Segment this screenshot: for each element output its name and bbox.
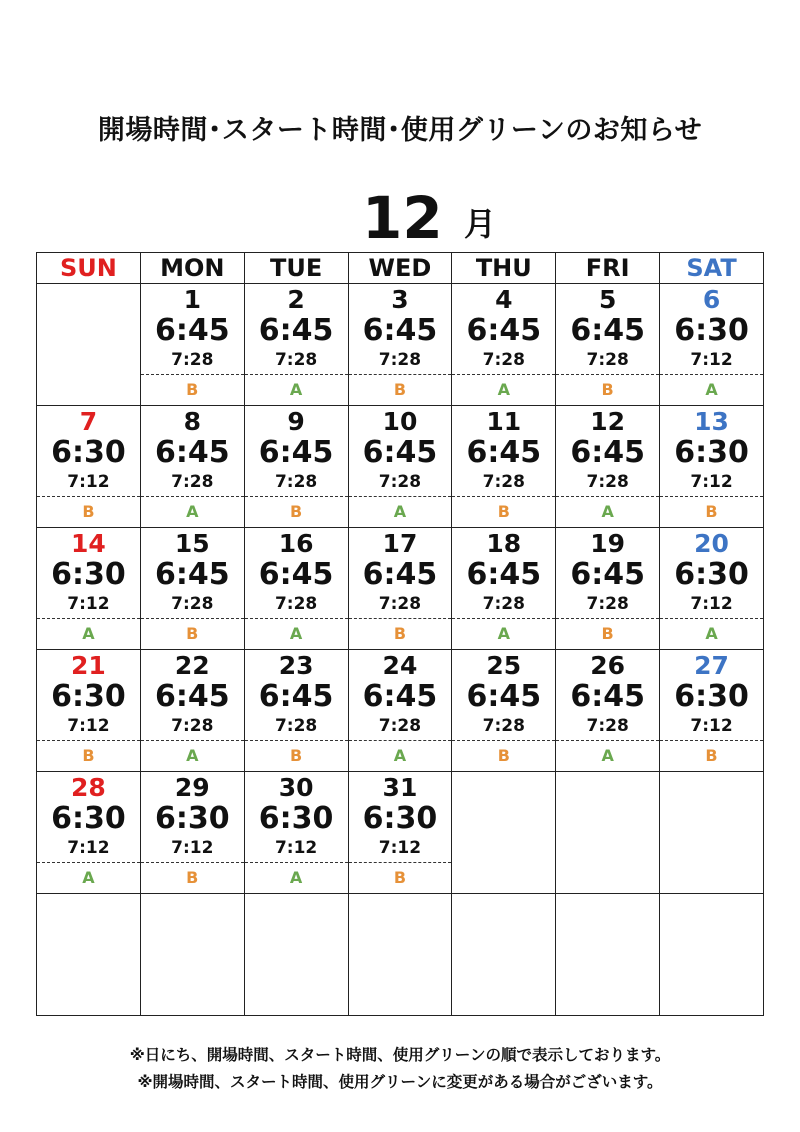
day-cell xyxy=(37,772,141,894)
empty-day-cell xyxy=(452,894,556,1016)
dashed-divider xyxy=(245,374,348,375)
week-row xyxy=(37,772,764,894)
day-cell xyxy=(348,772,452,894)
day-cell xyxy=(37,650,141,772)
day-number: 17 xyxy=(382,529,418,558)
day-cell xyxy=(140,406,244,528)
dashed-divider xyxy=(349,496,452,497)
day-cell xyxy=(452,650,556,772)
page-title: 開場時間･スタート時間･使用グリーンのお知らせ xyxy=(97,115,703,146)
start-time: 7:28 xyxy=(171,350,214,370)
green-course: B xyxy=(82,502,95,521)
opening-time: 6:30 xyxy=(362,801,438,836)
opening-time: 6:45 xyxy=(362,679,438,714)
day-cell-content xyxy=(452,528,555,649)
green-course: A xyxy=(289,624,303,643)
day-cell-content xyxy=(660,406,763,527)
weekday-wed: WED xyxy=(348,253,452,284)
dashed-divider xyxy=(660,374,763,375)
day-cell-content xyxy=(556,284,659,405)
day-cell xyxy=(452,284,556,406)
month-unit: 月 xyxy=(464,205,497,243)
dashed-divider xyxy=(37,862,140,863)
green-course: B xyxy=(82,746,95,765)
day-number: 20 xyxy=(694,529,729,558)
start-time: 7:28 xyxy=(171,716,214,736)
opening-time: 6:30 xyxy=(674,557,749,592)
day-cell-content xyxy=(556,528,659,649)
day-number: 15 xyxy=(174,529,210,558)
weekday-header-row xyxy=(37,253,764,284)
day-cell xyxy=(452,406,556,528)
calendar-grid xyxy=(36,252,764,1016)
opening-time: 6:45 xyxy=(362,313,438,348)
dashed-divider xyxy=(452,496,555,497)
day-cell-content xyxy=(349,528,452,649)
day-cell xyxy=(348,284,452,406)
green-course: B xyxy=(186,380,199,399)
day-cell xyxy=(556,284,660,406)
day-cell-content xyxy=(141,528,244,649)
day-cell xyxy=(348,528,452,650)
empty-day-cell xyxy=(140,894,244,1016)
day-number: 22 xyxy=(174,651,210,680)
green-course: A xyxy=(601,746,614,765)
day-number: 31 xyxy=(382,773,418,802)
green-course: A xyxy=(393,502,407,521)
start-time: 7:28 xyxy=(586,472,629,492)
day-cell xyxy=(660,284,764,406)
green-course: B xyxy=(497,746,510,765)
day-cell xyxy=(140,528,244,650)
dashed-divider xyxy=(556,618,659,619)
empty-cell-content xyxy=(660,772,763,893)
day-cell xyxy=(556,650,660,772)
day-number: 6 xyxy=(702,285,721,314)
day-cell-content xyxy=(37,528,140,649)
day-cell-content xyxy=(141,284,244,405)
day-cell-content xyxy=(245,772,348,893)
start-time: 7:28 xyxy=(378,472,422,492)
day-cell xyxy=(244,528,348,650)
opening-time: 6:45 xyxy=(362,435,438,470)
green-course: B xyxy=(705,746,718,765)
weekday-mon: MON xyxy=(140,253,244,284)
start-time: 7:12 xyxy=(67,472,110,492)
empty-day-cell xyxy=(37,894,141,1016)
opening-time: 6:30 xyxy=(674,679,749,714)
start-time: 7:12 xyxy=(171,838,214,858)
day-cell-content xyxy=(245,406,348,527)
week-row xyxy=(37,406,764,528)
dashed-divider xyxy=(452,374,555,375)
start-time: 7:28 xyxy=(586,594,629,614)
empty-week-row xyxy=(37,894,764,1016)
opening-time: 6:45 xyxy=(258,557,334,592)
start-time: 7:28 xyxy=(274,716,318,736)
green-course: A xyxy=(186,502,199,521)
day-cell-content xyxy=(349,406,452,527)
green-course: A xyxy=(82,868,95,887)
dashed-divider xyxy=(556,740,659,741)
day-number: 7 xyxy=(79,407,98,436)
day-cell xyxy=(37,528,141,650)
green-course: B xyxy=(601,380,614,399)
start-time: 7:12 xyxy=(67,838,110,858)
green-course: A xyxy=(82,624,95,643)
start-time: 7:28 xyxy=(378,716,422,736)
day-cell-content xyxy=(660,650,763,771)
green-course: B xyxy=(705,502,718,521)
green-course: A xyxy=(186,746,199,765)
empty-day-cell xyxy=(660,772,764,894)
dashed-divider xyxy=(37,618,140,619)
empty-day-cell xyxy=(556,894,660,1016)
week-row xyxy=(37,650,764,772)
opening-time: 6:45 xyxy=(466,679,542,714)
opening-time: 6:45 xyxy=(154,313,230,348)
empty-day-cell xyxy=(660,894,764,1016)
week-row xyxy=(37,528,764,650)
start-time: 7:12 xyxy=(274,838,318,858)
opening-time: 6:30 xyxy=(154,801,230,836)
opening-time: 6:45 xyxy=(466,435,542,470)
day-cell-content xyxy=(245,284,348,405)
dashed-divider xyxy=(37,496,140,497)
dashed-divider xyxy=(349,740,452,741)
start-time: 7:28 xyxy=(482,716,525,736)
day-cell-content xyxy=(141,772,244,893)
green-course: B xyxy=(186,868,199,887)
weekday-fri: FRI xyxy=(556,253,660,284)
green-course: B xyxy=(497,502,510,521)
day-cell xyxy=(37,406,141,528)
start-time: 7:28 xyxy=(274,472,318,492)
dashed-divider xyxy=(141,374,244,375)
day-number: 8 xyxy=(183,407,201,436)
start-time: 7:12 xyxy=(690,472,733,492)
start-time: 7:28 xyxy=(482,594,525,614)
green-course: A xyxy=(393,746,407,765)
green-course: A xyxy=(289,380,303,399)
dashed-divider xyxy=(556,374,659,375)
day-cell-content xyxy=(141,650,244,771)
dashed-divider xyxy=(37,740,140,741)
opening-time: 6:45 xyxy=(570,435,645,470)
day-cell-content xyxy=(37,772,140,893)
day-number: 30 xyxy=(278,773,314,802)
dashed-divider xyxy=(349,618,452,619)
day-number: 25 xyxy=(486,651,522,680)
opening-time: 6:45 xyxy=(154,557,230,592)
dashed-divider xyxy=(452,618,555,619)
day-cell xyxy=(660,528,764,650)
day-cell xyxy=(244,284,348,406)
footnote-line: ※日にち、開場時間、スタート時間、使用グリーンの順で表示しております。 xyxy=(129,1046,671,1064)
opening-time: 6:45 xyxy=(362,557,438,592)
green-course: A xyxy=(705,624,718,643)
weekday-thu: THU xyxy=(452,253,556,284)
dashed-divider xyxy=(245,496,348,497)
day-number: 2 xyxy=(287,285,305,314)
dashed-divider xyxy=(141,740,244,741)
day-number: 10 xyxy=(382,407,418,436)
day-cell xyxy=(244,772,348,894)
day-cell-content xyxy=(37,406,140,527)
green-course: B xyxy=(186,624,199,643)
day-number: 5 xyxy=(598,285,617,314)
green-course: B xyxy=(290,502,303,521)
start-time: 7:12 xyxy=(378,838,422,858)
opening-time: 6:30 xyxy=(51,435,126,470)
day-cell xyxy=(140,772,244,894)
day-cell xyxy=(452,528,556,650)
day-cell-content xyxy=(349,284,452,405)
day-number: 9 xyxy=(287,407,305,436)
dashed-divider xyxy=(141,862,244,863)
opening-time: 6:45 xyxy=(570,679,645,714)
start-time: 7:28 xyxy=(378,350,422,370)
empty-day-cell xyxy=(244,894,348,1016)
day-number: 1 xyxy=(183,285,201,314)
day-cell xyxy=(140,284,244,406)
day-cell-content xyxy=(245,650,348,771)
footnotes xyxy=(0,1042,800,1096)
dashed-divider xyxy=(660,496,763,497)
day-cell-content xyxy=(141,406,244,527)
day-cell-content xyxy=(37,650,140,771)
opening-time: 6:45 xyxy=(570,557,645,592)
month-number: 12 xyxy=(362,184,443,252)
weekday-tue: TUE xyxy=(244,253,348,284)
day-number: 29 xyxy=(174,773,210,802)
day-cell-content xyxy=(556,406,659,527)
start-time: 7:12 xyxy=(690,350,733,370)
day-cell xyxy=(244,650,348,772)
green-course: A xyxy=(497,380,510,399)
empty-cell-content xyxy=(556,772,659,893)
start-time: 7:28 xyxy=(274,594,318,614)
weekday-sat: SAT xyxy=(660,253,764,284)
empty-day-cell xyxy=(348,894,452,1016)
green-course: B xyxy=(393,624,407,643)
weekday-sun: SUN xyxy=(37,253,141,284)
green-course: B xyxy=(393,868,407,887)
day-cell-content xyxy=(452,284,555,405)
opening-time: 6:45 xyxy=(570,313,645,348)
dashed-divider xyxy=(660,740,763,741)
day-cell xyxy=(348,650,452,772)
dashed-divider xyxy=(141,496,244,497)
start-time: 7:28 xyxy=(274,350,318,370)
day-cell xyxy=(556,528,660,650)
empty-cell-content xyxy=(37,284,140,405)
day-cell-content xyxy=(660,284,763,405)
day-cell-content xyxy=(245,528,348,649)
day-number: 24 xyxy=(382,651,418,680)
dashed-divider xyxy=(556,496,659,497)
day-cell-content xyxy=(452,406,555,527)
green-course: B xyxy=(393,380,407,399)
dashed-divider xyxy=(452,740,555,741)
opening-time: 6:30 xyxy=(51,557,126,592)
day-cell-content xyxy=(556,650,659,771)
opening-time: 6:30 xyxy=(51,801,126,836)
opening-time: 6:45 xyxy=(466,313,542,348)
dashed-divider xyxy=(660,618,763,619)
start-time: 7:28 xyxy=(171,472,214,492)
green-course: B xyxy=(290,746,303,765)
opening-time: 6:45 xyxy=(258,679,334,714)
month-heading xyxy=(362,186,542,250)
day-cell xyxy=(660,650,764,772)
day-number: 11 xyxy=(486,407,522,436)
opening-time: 6:30 xyxy=(674,435,749,470)
day-number: 26 xyxy=(590,651,626,680)
day-number: 3 xyxy=(391,285,409,314)
day-number: 13 xyxy=(694,407,729,436)
day-cell-content xyxy=(349,772,452,893)
start-time: 7:28 xyxy=(171,594,214,614)
opening-time: 6:45 xyxy=(258,435,334,470)
day-number: 28 xyxy=(71,773,106,802)
day-number: 18 xyxy=(486,529,522,558)
day-number: 27 xyxy=(694,651,729,680)
day-number: 14 xyxy=(71,529,106,558)
dashed-divider xyxy=(245,862,348,863)
empty-day-cell xyxy=(452,772,556,894)
day-number: 23 xyxy=(278,651,314,680)
green-course: A xyxy=(705,380,718,399)
start-time: 7:28 xyxy=(378,594,422,614)
start-time: 7:12 xyxy=(67,716,110,736)
day-number: 21 xyxy=(71,651,106,680)
day-cell xyxy=(140,650,244,772)
start-time: 7:12 xyxy=(67,594,110,614)
start-time: 7:28 xyxy=(586,350,629,370)
day-cell xyxy=(348,406,452,528)
day-cell-content xyxy=(660,528,763,649)
dashed-divider xyxy=(245,740,348,741)
green-course: B xyxy=(601,624,614,643)
day-number: 4 xyxy=(495,285,513,314)
start-time: 7:28 xyxy=(586,716,629,736)
week-row xyxy=(37,284,764,406)
footnote-line: ※開場時間、スタート時間、使用グリーンに変更がある場合がございます。 xyxy=(137,1073,663,1091)
dashed-divider xyxy=(141,618,244,619)
day-cell-content xyxy=(452,650,555,771)
opening-time: 6:30 xyxy=(258,801,334,836)
empty-day-cell xyxy=(556,772,660,894)
start-time: 7:12 xyxy=(690,594,733,614)
empty-cell-content xyxy=(452,772,555,893)
day-number: 12 xyxy=(590,407,626,436)
day-cell xyxy=(556,406,660,528)
day-number: 16 xyxy=(278,529,314,558)
day-cell-content xyxy=(349,650,452,771)
opening-time: 6:30 xyxy=(51,679,126,714)
day-number: 19 xyxy=(590,529,626,558)
green-course: A xyxy=(289,868,303,887)
opening-time: 6:45 xyxy=(154,435,230,470)
dashed-divider xyxy=(245,618,348,619)
day-cell xyxy=(660,406,764,528)
dashed-divider xyxy=(349,374,452,375)
start-time: 7:28 xyxy=(482,472,525,492)
day-cell xyxy=(244,406,348,528)
opening-time: 6:45 xyxy=(466,557,542,592)
green-course: A xyxy=(601,502,614,521)
opening-time: 6:45 xyxy=(258,313,334,348)
start-time: 7:28 xyxy=(482,350,525,370)
empty-day-cell xyxy=(37,284,141,406)
start-time: 7:12 xyxy=(690,716,733,736)
opening-time: 6:45 xyxy=(154,679,230,714)
dashed-divider xyxy=(349,862,452,863)
opening-time: 6:30 xyxy=(674,313,749,348)
green-course: A xyxy=(497,624,510,643)
